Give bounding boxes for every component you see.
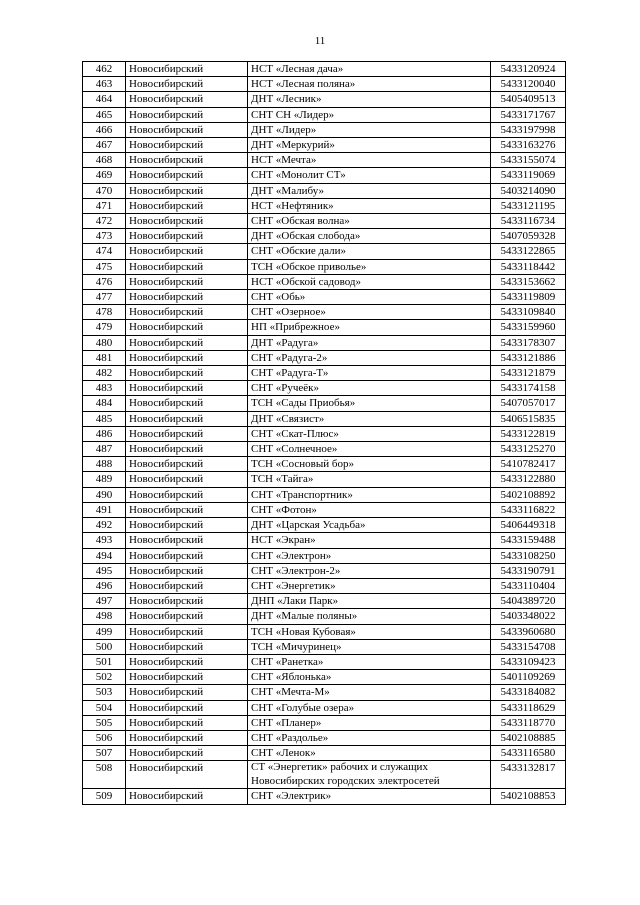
organization-name-cell: ДНТ «Малибу»	[248, 183, 491, 198]
organization-name-cell: СНТ «Ручеёк»	[248, 381, 491, 396]
inn-cell: 5433197998	[491, 122, 566, 137]
inn-cell: 5433132817	[491, 761, 566, 789]
table-row	[83, 457, 566, 472]
district-cell: Новосибирский	[126, 654, 248, 669]
table-row	[83, 335, 566, 350]
organization-name-cell: СНТ «Электрон»	[248, 548, 491, 563]
organization-name-cell: НСТ «Мечта»	[248, 153, 491, 168]
district-cell: Новосибирский	[126, 335, 248, 350]
district-cell: Новосибирский	[126, 350, 248, 365]
row-number-cell: 506	[83, 730, 126, 745]
inn-cell: 5433121195	[491, 198, 566, 213]
inn-cell: 5433154708	[491, 639, 566, 654]
organization-name-cell: СНТ «Солнечное»	[248, 442, 491, 457]
inn-cell: 5406449318	[491, 518, 566, 533]
organization-name-cell: ДНТ «Меркурий»	[248, 138, 491, 153]
row-number-cell: 480	[83, 335, 126, 350]
district-cell: Новосибирский	[126, 305, 248, 320]
table-row	[83, 624, 566, 639]
table-row	[83, 411, 566, 426]
inn-cell: 5433153662	[491, 274, 566, 289]
organization-name-cell: СНТ «Обская волна»	[248, 214, 491, 229]
table-row	[83, 381, 566, 396]
organization-name-cell: СНТ «Фотон»	[248, 502, 491, 517]
row-number-cell: 474	[83, 244, 126, 259]
table-row	[83, 670, 566, 685]
row-number-cell: 487	[83, 442, 126, 457]
row-number-cell: 507	[83, 746, 126, 761]
row-number-cell: 486	[83, 426, 126, 441]
table-row	[83, 153, 566, 168]
organization-name-cell: СНТ «Энергетик»	[248, 578, 491, 593]
organization-name-cell: СТ «Энергетик» рабочих и служащих Новосибирских городских электросетей	[248, 761, 491, 789]
district-cell: Новосибирский	[126, 746, 248, 761]
row-number-cell: 472	[83, 214, 126, 229]
row-number-cell: 477	[83, 290, 126, 305]
inn-cell: 5433159960	[491, 320, 566, 335]
district-cell: Новосибирский	[126, 700, 248, 715]
row-number-cell: 484	[83, 396, 126, 411]
district-cell: Новосибирский	[126, 639, 248, 654]
district-cell: Новосибирский	[126, 168, 248, 183]
inn-cell: 5402108892	[491, 487, 566, 502]
organization-name-cell: СНТ «Обь»	[248, 290, 491, 305]
district-cell: Новосибирский	[126, 138, 248, 153]
row-number-cell: 504	[83, 700, 126, 715]
table-row	[83, 320, 566, 335]
inn-cell: 5433109840	[491, 305, 566, 320]
table-row	[83, 426, 566, 441]
row-number-cell: 508	[83, 761, 126, 789]
organization-name-cell: СНТ «Яблонька»	[248, 670, 491, 685]
inn-cell: 5433119809	[491, 290, 566, 305]
organization-name-cell: ДНТ «Радуга»	[248, 335, 491, 350]
organization-name-cell: НСТ «Экран»	[248, 533, 491, 548]
district-cell: Новосибирский	[126, 183, 248, 198]
organization-name-cell: СНТ «Раздолье»	[248, 730, 491, 745]
inn-cell: 5406515835	[491, 411, 566, 426]
inn-cell: 5433118770	[491, 715, 566, 730]
organization-name-cell: СНТ «Голубые озера»	[248, 700, 491, 715]
table-row	[83, 654, 566, 669]
row-number-cell: 481	[83, 350, 126, 365]
page-number: 11	[314, 35, 326, 47]
row-number-cell: 476	[83, 274, 126, 289]
row-number-cell: 496	[83, 578, 126, 593]
district-cell: Новосибирский	[126, 259, 248, 274]
row-number-cell: 473	[83, 229, 126, 244]
district-cell: Новосибирский	[126, 411, 248, 426]
row-number-cell: 494	[83, 548, 126, 563]
table-row	[83, 350, 566, 365]
inn-cell: 5404389720	[491, 594, 566, 609]
inn-cell: 5433121879	[491, 366, 566, 381]
table-row	[83, 107, 566, 122]
table-row	[83, 366, 566, 381]
row-number-cell: 465	[83, 107, 126, 122]
table-row	[83, 533, 566, 548]
inn-cell: 5407057017	[491, 396, 566, 411]
row-number-cell: 498	[83, 609, 126, 624]
table-row	[83, 138, 566, 153]
table-row	[83, 518, 566, 533]
inn-cell: 5433178307	[491, 335, 566, 350]
inn-cell: 5433120924	[491, 62, 566, 77]
district-cell: Новосибирский	[126, 457, 248, 472]
inn-cell: 5433108250	[491, 548, 566, 563]
inn-cell: 5433110404	[491, 578, 566, 593]
table-row	[83, 472, 566, 487]
row-number-cell: 471	[83, 198, 126, 213]
organization-name-cell: СНТ «Электрон-2»	[248, 563, 491, 578]
district-cell: Новосибирский	[126, 548, 248, 563]
organization-name-cell: СНТ «Озерное»	[248, 305, 491, 320]
inn-cell: 5407059328	[491, 229, 566, 244]
inn-cell: 5401109269	[491, 670, 566, 685]
organization-name-cell: СНТ «Ленок»	[248, 746, 491, 761]
table-row	[83, 639, 566, 654]
inn-cell: 5433125270	[491, 442, 566, 457]
row-number-cell: 470	[83, 183, 126, 198]
district-cell: Новосибирский	[126, 320, 248, 335]
organization-name-cell: ДНТ «Малые поляны»	[248, 609, 491, 624]
row-number-cell: 497	[83, 594, 126, 609]
district-cell: Новосибирский	[126, 426, 248, 441]
district-cell: Новосибирский	[126, 789, 248, 804]
table-row	[83, 198, 566, 213]
district-cell: Новосибирский	[126, 442, 248, 457]
row-number-cell: 495	[83, 563, 126, 578]
inn-cell: 5405409513	[491, 92, 566, 107]
table-row	[83, 594, 566, 609]
inn-cell: 5433155074	[491, 153, 566, 168]
inn-cell: 5433118442	[491, 259, 566, 274]
inn-cell: 5433116822	[491, 502, 566, 517]
table-row	[83, 442, 566, 457]
district-cell: Новосибирский	[126, 715, 248, 730]
organization-name-cell: НСТ «Обской садовод»	[248, 274, 491, 289]
table-row	[83, 274, 566, 289]
row-number-cell: 501	[83, 654, 126, 669]
organization-name-cell: НСТ «Нефтяник»	[248, 198, 491, 213]
district-cell: Новосибирский	[126, 107, 248, 122]
table-row	[83, 487, 566, 502]
district-cell: Новосибирский	[126, 381, 248, 396]
district-cell: Новосибирский	[126, 122, 248, 137]
inn-cell: 5433190791	[491, 563, 566, 578]
inn-cell: 5433171767	[491, 107, 566, 122]
table-row	[83, 761, 566, 789]
organization-name-cell: ТСН «Сады Приобья»	[248, 396, 491, 411]
organization-name-cell: ДНТ «Царская Усадьба»	[248, 518, 491, 533]
organization-name-cell: СНТ «Обские дали»	[248, 244, 491, 259]
district-cell: Новосибирский	[126, 198, 248, 213]
district-cell: Новосибирский	[126, 624, 248, 639]
row-number-cell: 491	[83, 502, 126, 517]
district-cell: Новосибирский	[126, 229, 248, 244]
inn-cell: 5433121886	[491, 350, 566, 365]
row-number-cell: 483	[83, 381, 126, 396]
registry-table-body	[83, 62, 566, 805]
inn-cell: 5433163276	[491, 138, 566, 153]
district-cell: Новосибирский	[126, 685, 248, 700]
district-cell: Новосибирский	[126, 244, 248, 259]
organization-name-cell: СНТ «Транспортник»	[248, 487, 491, 502]
inn-cell: 5433184082	[491, 685, 566, 700]
table-row	[83, 730, 566, 745]
table-row	[83, 62, 566, 77]
row-number-cell: 463	[83, 77, 126, 92]
district-cell: Новосибирский	[126, 153, 248, 168]
organization-name-cell: СНТ «Монолит СТ»	[248, 168, 491, 183]
district-cell: Новосибирский	[126, 730, 248, 745]
district-cell: Новосибирский	[126, 396, 248, 411]
row-number-cell: 500	[83, 639, 126, 654]
district-cell: Новосибирский	[126, 487, 248, 502]
table-row	[83, 229, 566, 244]
row-number-cell: 490	[83, 487, 126, 502]
district-cell: Новосибирский	[126, 92, 248, 107]
organization-name-cell: ДНТ «Лесник»	[248, 92, 491, 107]
row-number-cell: 505	[83, 715, 126, 730]
table-row	[83, 183, 566, 198]
table-row	[83, 122, 566, 137]
district-cell: Новосибирский	[126, 274, 248, 289]
table-row	[83, 305, 566, 320]
inn-cell: 5433116734	[491, 214, 566, 229]
table-row	[83, 77, 566, 92]
inn-cell: 5403214090	[491, 183, 566, 198]
table-row	[83, 700, 566, 715]
inn-cell: 5433122880	[491, 472, 566, 487]
district-cell: Новосибирский	[126, 761, 248, 789]
district-cell: Новосибирский	[126, 77, 248, 92]
table-row	[83, 244, 566, 259]
table-row	[83, 214, 566, 229]
table-row	[83, 563, 566, 578]
district-cell: Новосибирский	[126, 670, 248, 685]
organization-name-cell: ТСН «Новая Кубовая»	[248, 624, 491, 639]
table-row	[83, 746, 566, 761]
inn-cell: 5433119069	[491, 168, 566, 183]
inn-cell: 5433174158	[491, 381, 566, 396]
row-number-cell: 482	[83, 366, 126, 381]
inn-cell: 5433159488	[491, 533, 566, 548]
row-number-cell: 499	[83, 624, 126, 639]
registry-table	[82, 61, 566, 805]
district-cell: Новосибирский	[126, 563, 248, 578]
row-number-cell: 509	[83, 789, 126, 804]
organization-name-cell: СНТ «Радуга-2»	[248, 350, 491, 365]
inn-cell: 5433960680	[491, 624, 566, 639]
row-number-cell: 485	[83, 411, 126, 426]
organization-name-cell: СНТ «Мечта-М»	[248, 685, 491, 700]
organization-name-cell: ДНП «Лаки Парк»	[248, 594, 491, 609]
table-row	[83, 168, 566, 183]
table-row	[83, 578, 566, 593]
row-number-cell: 462	[83, 62, 126, 77]
row-number-cell: 502	[83, 670, 126, 685]
organization-name-cell: ДНТ «Обская слобода»	[248, 229, 491, 244]
organization-name-cell: НСТ «Лесная дача»	[248, 62, 491, 77]
organization-name-cell: НСТ «Лесная поляна»	[248, 77, 491, 92]
row-number-cell: 478	[83, 305, 126, 320]
table-row	[83, 396, 566, 411]
inn-cell: 5433116580	[491, 746, 566, 761]
row-number-cell: 493	[83, 533, 126, 548]
inn-cell: 5433109423	[491, 654, 566, 669]
inn-cell: 5433118629	[491, 700, 566, 715]
organization-name-cell: НП «Прибрежное»	[248, 320, 491, 335]
district-cell: Новосибирский	[126, 533, 248, 548]
row-number-cell: 488	[83, 457, 126, 472]
table-row	[83, 502, 566, 517]
organization-name-cell: ДНТ «Связист»	[248, 411, 491, 426]
row-number-cell: 479	[83, 320, 126, 335]
organization-name-cell: ТСН «Тайга»	[248, 472, 491, 487]
organization-name-cell: ТСН «Сосновый бор»	[248, 457, 491, 472]
district-cell: Новосибирский	[126, 518, 248, 533]
inn-cell: 5410782417	[491, 457, 566, 472]
row-number-cell: 475	[83, 259, 126, 274]
district-cell: Новосибирский	[126, 214, 248, 229]
inn-cell: 5402108853	[491, 789, 566, 804]
row-number-cell: 466	[83, 122, 126, 137]
row-number-cell: 503	[83, 685, 126, 700]
table-row	[83, 548, 566, 563]
table-row	[83, 789, 566, 804]
table-row	[83, 685, 566, 700]
row-number-cell: 492	[83, 518, 126, 533]
inn-cell: 5402108885	[491, 730, 566, 745]
table-row	[83, 92, 566, 107]
organization-name-cell: ТСН «Мичуринец»	[248, 639, 491, 654]
table-row	[83, 609, 566, 624]
table-row	[83, 715, 566, 730]
district-cell: Новосибирский	[126, 578, 248, 593]
inn-cell: 5433122819	[491, 426, 566, 441]
district-cell: Новосибирский	[126, 502, 248, 517]
organization-name-cell: СНТ «Радуга-Т»	[248, 366, 491, 381]
row-number-cell: 489	[83, 472, 126, 487]
inn-cell: 5403348022	[491, 609, 566, 624]
organization-name-cell: СНТ «Электрик»	[248, 789, 491, 804]
organization-name-cell: СНТ «Ранетка»	[248, 654, 491, 669]
organization-name-cell: ДНТ «Лидер»	[248, 122, 491, 137]
table-row	[83, 290, 566, 305]
organization-name-cell: СНТ «Скат-Плюс»	[248, 426, 491, 441]
district-cell: Новосибирский	[126, 609, 248, 624]
district-cell: Новосибирский	[126, 366, 248, 381]
inn-cell: 5433122865	[491, 244, 566, 259]
organization-name-cell: СНТ «Планер»	[248, 715, 491, 730]
row-number-cell: 468	[83, 153, 126, 168]
district-cell: Новосибирский	[126, 594, 248, 609]
inn-cell: 5433120040	[491, 77, 566, 92]
row-number-cell: 464	[83, 92, 126, 107]
row-number-cell: 469	[83, 168, 126, 183]
district-cell: Новосибирский	[126, 472, 248, 487]
district-cell: Новосибирский	[126, 290, 248, 305]
organization-name-cell: ТСН «Обское приволье»	[248, 259, 491, 274]
table-row	[83, 259, 566, 274]
district-cell: Новосибирский	[126, 62, 248, 77]
row-number-cell: 467	[83, 138, 126, 153]
organization-name-cell: СНТ СН «Лидер»	[248, 107, 491, 122]
